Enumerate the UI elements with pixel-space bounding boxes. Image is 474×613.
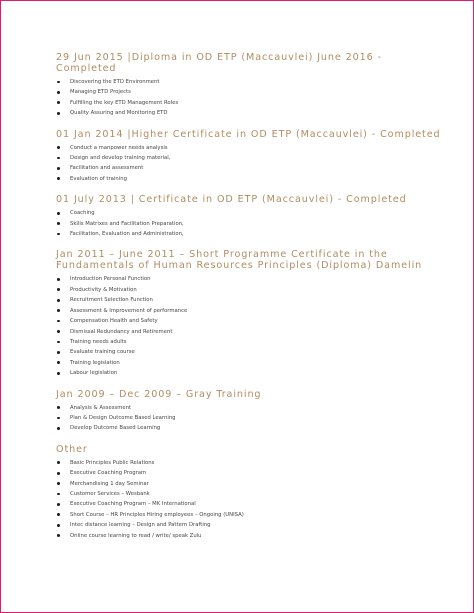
bullet-icon — [57, 212, 60, 215]
list-item — [56, 316, 442, 326]
document-body — [56, 52, 442, 551]
bullet-list — [56, 77, 442, 119]
list-item-text: Evaluation of training — [70, 175, 127, 182]
list-item — [56, 337, 442, 347]
section-heading: 01 Jan 2014 |Higher Certificate in OD ETP (Maccauvlei) - Completed — [56, 128, 441, 140]
bullet-icon — [57, 482, 60, 485]
list-item — [56, 358, 442, 368]
list-item-text: Managing ETD Projects — [70, 89, 131, 96]
list-item-text: Online course learning to read / write/ speak Zulu — [70, 532, 202, 539]
education-section — [56, 389, 442, 434]
list-item — [56, 153, 442, 163]
list-item-text: Coaching — [70, 210, 95, 217]
education-section — [56, 194, 442, 239]
bullet-icon — [57, 472, 60, 475]
list-item — [56, 479, 442, 489]
list-item-text: Merchandising 1 day Seminar — [70, 480, 149, 487]
bullet-icon — [57, 524, 60, 527]
education-section — [56, 52, 442, 119]
bullet-icon — [57, 167, 60, 170]
bullet-icon — [57, 330, 60, 333]
list-item — [56, 520, 442, 530]
bullet-icon — [57, 417, 60, 420]
bullet-icon — [57, 112, 60, 115]
list-item — [56, 163, 442, 173]
bullet-icon — [57, 461, 60, 464]
list-item — [56, 489, 442, 499]
bullet-list — [56, 403, 442, 434]
list-item — [56, 306, 442, 316]
bullet-icon — [57, 233, 60, 236]
list-item — [56, 143, 442, 153]
list-item-text: Intec distance learning – Design and Pattern Drafting — [70, 522, 211, 529]
section-heading: 01 July 2013 | Certificate in OD ETP (Maccauvlei) - Completed — [56, 194, 407, 206]
list-item-text: Introduction Personal Function — [70, 276, 151, 283]
bullet-list — [56, 458, 442, 541]
bullet-icon — [57, 278, 60, 281]
bullet-icon — [57, 91, 60, 94]
list-item-text: Plan & Design Outcome Based Learning — [70, 414, 176, 421]
list-item-text: Assessment & Improvement of performance — [70, 307, 188, 314]
list-item-text: Training needs adults — [70, 338, 127, 345]
list-item-text: Discovering the ETD Environment — [70, 79, 160, 85]
section-heading: 29 Jun 2015 |Diploma in OD ETP (Maccauvlei) June 2016 - Completed — [56, 52, 382, 74]
section-heading: Other — [56, 443, 88, 455]
list-item-text: Training legislation — [70, 359, 120, 366]
list-item — [56, 510, 442, 520]
bullet-icon — [57, 513, 60, 516]
list-item-text: Facilitation, Evaluation and Administration, — [70, 231, 184, 238]
list-item-text: Facilitation and assessment — [70, 165, 144, 172]
section-heading: Jan 2009 – Dec 2009 – Gray Training — [56, 388, 262, 400]
bullet-icon — [57, 503, 60, 506]
bullet-icon — [57, 534, 60, 537]
list-item — [56, 368, 442, 378]
list-item-text: Compensation Health and Safety — [70, 318, 158, 325]
list-item — [56, 108, 442, 118]
list-item-text: Recruitment Selection Function — [70, 297, 153, 304]
list-item-text: Productivity & Motivation — [70, 286, 137, 293]
list-item-text: Executive Coaching Program — [70, 470, 147, 477]
bullet-icon — [57, 372, 60, 375]
list-item-text: Conduct a manpower needs analysis — [70, 144, 168, 151]
list-item — [56, 423, 442, 433]
list-item-text: Basic Principles Public Relations — [70, 459, 155, 466]
list-item-text: Executive Coaching Program – MK International — [70, 501, 196, 508]
bullet-icon — [57, 299, 60, 302]
bullet-icon — [57, 81, 60, 84]
list-item-text: Quality Assuring and Monitoring ETD — [70, 110, 168, 117]
list-item — [56, 219, 442, 229]
list-item-text: Labour legislation — [70, 370, 118, 377]
list-item — [56, 468, 442, 478]
list-item-text: Customer Services – Wesbank — [70, 490, 150, 497]
bullet-icon — [57, 101, 60, 104]
bullet-icon — [57, 157, 60, 160]
bullet-icon — [57, 177, 60, 180]
bullet-icon — [57, 361, 60, 364]
list-item — [56, 458, 442, 468]
section-heading: Jan 2011 – June 2011 – Short Programme Certificate in the Fundamentals of Human Resources Principles (Diploma) Damelin — [56, 249, 423, 272]
list-item — [56, 347, 442, 357]
list-item-text: Skills Matrixes and Facilitation Preparation, — [70, 220, 184, 227]
bullet-icon — [57, 427, 60, 430]
education-section — [56, 129, 442, 185]
list-item-text: Fulfilling the key ETD Management Roles — [70, 99, 179, 106]
list-item — [56, 77, 442, 87]
list-item-text: Short Course – HR Principles Hiring employees – Ongoing (UNISA) — [70, 511, 244, 518]
bullet-icon — [57, 309, 60, 312]
list-item — [56, 413, 442, 423]
bullet-list — [56, 143, 442, 185]
list-item — [56, 174, 442, 184]
list-item — [56, 98, 442, 108]
list-item — [56, 208, 442, 218]
list-item-text: Design and develop training material, — [70, 155, 171, 162]
list-item-text: Evaluate training course — [70, 349, 135, 356]
list-item — [56, 285, 442, 295]
bullet-icon — [57, 406, 60, 409]
list-item-text: Dismissal Redundancy and Retirement — [70, 328, 173, 335]
list-item — [56, 499, 442, 509]
education-section — [56, 249, 442, 378]
bullet-icon — [57, 288, 60, 291]
list-item — [56, 274, 442, 284]
bullet-icon — [57, 351, 60, 354]
bullet-icon — [57, 146, 60, 149]
list-item — [56, 327, 442, 337]
list-item — [56, 87, 442, 97]
list-item-text: Analysis & Assessment — [70, 404, 132, 411]
bullet-icon — [57, 341, 60, 344]
bullet-list — [56, 208, 442, 239]
list-item — [56, 531, 442, 541]
bullet-list — [56, 274, 442, 378]
list-item-text: Develop Outcome Based Learning — [70, 425, 161, 432]
list-item — [56, 229, 442, 239]
bullet-icon — [57, 493, 60, 496]
bullet-icon — [57, 222, 60, 225]
list-item — [56, 295, 442, 305]
list-item — [56, 403, 442, 413]
bullet-icon — [57, 320, 60, 323]
education-section — [56, 444, 442, 541]
